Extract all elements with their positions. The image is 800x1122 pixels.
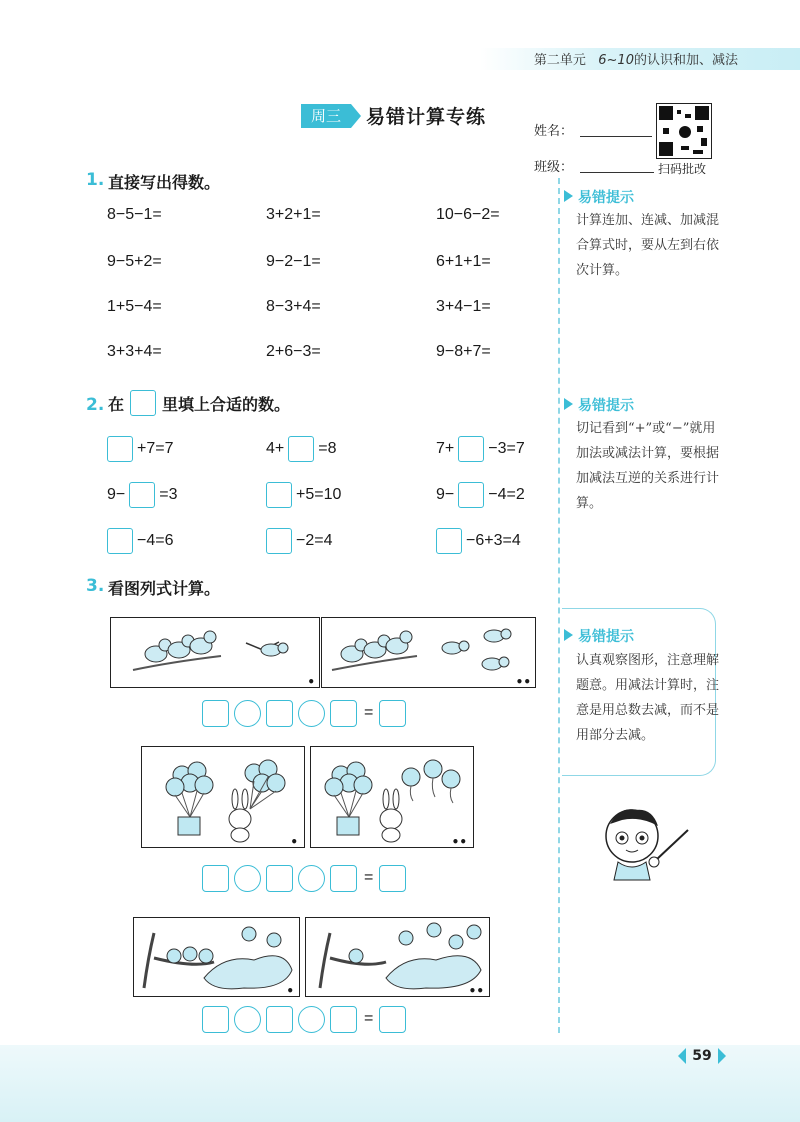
balloons-illustration [142, 747, 304, 847]
unit-name: 第二单元 [533, 53, 586, 68]
fill-pre: 9− [107, 486, 126, 503]
tree-birds-picture-2 [305, 917, 490, 997]
expr-1-2: 3+2+1= [266, 206, 321, 223]
fill-item-4 [107, 481, 178, 509]
birds-picture-1 [110, 617, 320, 688]
expr-1-1: 8−5−1= [107, 206, 162, 223]
section2-title-post: 里填上合适的数。 [162, 394, 291, 414]
fill-post: −4=6 [137, 532, 174, 549]
column-divider [558, 178, 560, 1033]
fill-item-8 [266, 527, 332, 555]
equals-sign: = [364, 704, 374, 721]
balloons-picture-1 [141, 746, 305, 848]
class-line[interactable] [580, 172, 654, 173]
answer-box[interactable] [330, 700, 357, 727]
expr-3-1: 1+5−4= [107, 298, 162, 315]
tip-title-3: 易错提示 [578, 626, 634, 646]
dot-marker: •• [451, 835, 467, 849]
answer-box[interactable] [202, 700, 229, 727]
answer-blank[interactable] [458, 436, 484, 462]
class-label: 班级： [534, 160, 574, 175]
answer-box[interactable] [330, 1006, 357, 1033]
operator-circle[interactable] [298, 1006, 325, 1033]
fill-item-2 [266, 435, 337, 463]
unit-range: 6~10 [598, 53, 634, 68]
answer-box[interactable] [266, 1006, 293, 1033]
expr-4-2: 2+6−3= [266, 343, 321, 360]
balloons-illustration [311, 747, 473, 847]
fill-pre: 4+ [266, 440, 285, 457]
fill-post: −3=7 [488, 440, 525, 457]
tree-birds-picture-1 [133, 917, 300, 997]
fill-post: −4=2 [488, 486, 525, 503]
expr-2-2: 9−2−1= [266, 253, 321, 270]
section3-number: 3. [86, 576, 105, 596]
section3-title: 看图列式计算。 [108, 579, 221, 598]
answer-box[interactable] [379, 1006, 406, 1033]
unit-topic: 的认识和加、减法 [633, 53, 738, 68]
dot-marker: • [307, 675, 315, 689]
answer-row-1 [202, 699, 411, 727]
qr-code-icon[interactable] [656, 103, 712, 159]
qr-label: 扫码批改 [658, 162, 707, 176]
operator-circle[interactable] [298, 865, 325, 892]
expr-3-2: 8−3+4= [266, 298, 321, 315]
page-number: 59 [680, 1044, 724, 1068]
equals-sign: = [364, 1010, 374, 1027]
answer-blank[interactable] [436, 528, 462, 554]
day-badge: 周三 [301, 104, 351, 128]
section1-title: 直接写出得数。 [108, 173, 221, 192]
tip-text-2: 切记看到“+”或“−”就用加法或减法计算，要根据加减法互逆的关系进行计算。 [576, 421, 720, 511]
fill-item-3 [436, 435, 525, 463]
dot-marker: • [290, 835, 298, 849]
answer-row-3 [202, 1005, 411, 1033]
fill-item-7 [107, 527, 173, 555]
birds-picture-2 [321, 617, 536, 688]
expr-2-3: 6+1+1= [436, 253, 491, 270]
answer-blank[interactable] [107, 436, 133, 462]
answer-blank[interactable] [266, 528, 292, 554]
name-line[interactable] [580, 136, 652, 137]
balloons-picture-2 [310, 746, 474, 848]
answer-blank[interactable] [288, 436, 314, 462]
tip-title-2: 易错提示 [578, 395, 634, 415]
answer-blank[interactable] [129, 482, 155, 508]
unit-title [498, 49, 738, 68]
fill-pre: 7+ [436, 440, 455, 457]
expr-4-3: 9−8+7= [436, 343, 491, 360]
expr-1-3: 10−6−2= [436, 206, 500, 223]
fill-pre: 9− [436, 486, 455, 503]
fill-post: −6+3=4 [466, 532, 521, 549]
answer-blank[interactable] [458, 482, 484, 508]
birds-illustration [322, 618, 535, 687]
fill-post: =8 [318, 440, 337, 457]
tip-text-3: 认真观察图形，注意理解题意。用减法计算时，注意是用总数去减，而不是用部分去减。 [576, 653, 720, 743]
fill-item-1 [107, 435, 173, 463]
fill-post: −2=4 [296, 532, 333, 549]
answer-box[interactable] [379, 700, 406, 727]
tree-birds-illustration [134, 918, 299, 996]
expr-4-1: 3+3+4= [107, 343, 162, 360]
answer-box[interactable] [266, 865, 293, 892]
answer-box[interactable] [202, 865, 229, 892]
fill-item-5 [266, 481, 341, 509]
page-title: 易错计算专练 [366, 106, 487, 128]
fill-post: +7=7 [137, 440, 174, 457]
answer-box[interactable] [330, 865, 357, 892]
fill-post: +5=10 [296, 486, 342, 503]
name-label: 姓名： [534, 124, 574, 139]
equals-sign: = [364, 869, 374, 886]
teacher-boy-icon [600, 800, 690, 890]
operator-circle[interactable] [234, 700, 261, 727]
section2-number: 2. [86, 395, 105, 415]
expr-2-1: 9−5+2= [107, 253, 162, 270]
section2-title [108, 390, 290, 416]
section2-title-pre: 在 [108, 394, 125, 414]
sample-blank-box [130, 390, 156, 416]
expr-3-3: 3+4−1= [436, 298, 491, 315]
operator-circle[interactable] [234, 865, 261, 892]
tree-birds-illustration [306, 918, 489, 996]
dot-marker: •• [515, 675, 531, 689]
answer-blank[interactable] [107, 528, 133, 554]
dot-marker: • [286, 984, 294, 998]
tip-title-1: 易错提示 [578, 187, 634, 207]
operator-circle[interactable] [234, 1006, 261, 1033]
fill-post: =3 [159, 486, 178, 503]
answer-box[interactable] [379, 865, 406, 892]
answer-row-2 [202, 864, 411, 892]
fill-item-9 [436, 527, 521, 555]
section1-number: 1. [86, 170, 105, 190]
dot-marker: •• [468, 984, 484, 998]
answer-box[interactable] [202, 1006, 229, 1033]
birds-illustration [111, 618, 319, 687]
answer-box[interactable] [266, 700, 293, 727]
answer-blank[interactable] [266, 482, 292, 508]
fill-item-6 [436, 481, 525, 509]
tip-text-1: 计算连加、连减、加减混合算式时，要从左到右依次计算。 [576, 213, 720, 278]
operator-circle[interactable] [298, 700, 325, 727]
